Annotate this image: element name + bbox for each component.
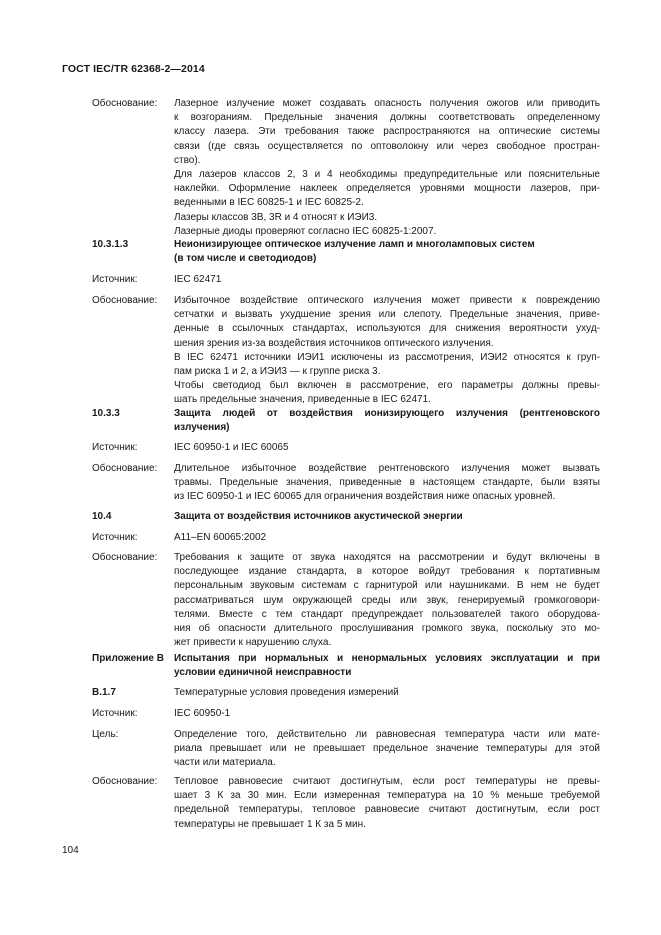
document-header: ГОСТ IEC/TR 62368-2—2014	[62, 63, 205, 75]
goal-text: Определение того, действительно ли равновесная температура части или мате- риала превышает или не превышает предельное значение температуры для этой части или материала.	[174, 729, 600, 769]
source-label: Источник:	[92, 708, 138, 719]
section-title: Неионизирующее оптическое излучение ламп и многоламповых систем (в том числе и светодиодов)	[174, 239, 535, 265]
page-number: 104	[62, 845, 79, 856]
rationale-text: Требования к защите от звука находятся на рассмотрении и будут включены в последующее издание стандарта, в которое войдут требования к портативным персональным звуковым системам с гарнитурой или наушниками. В нем не будет рассматриваться шум окружающей среды или звук, генерируемый громкоговори- телями. Вместе с тем стандарт предупреждает пользователей такого оборудова- ния об опасности длительного прослушивания громкого звука, поскольку это мо- жет привести к нарушению слуха.	[174, 552, 600, 649]
source-value: A11–EN 60065:2002	[174, 532, 267, 543]
rationale-label: Обоснование:	[92, 776, 158, 787]
section-title: Температурные условия проведения измерений	[174, 687, 399, 698]
rationale-label: Обоснование:	[92, 552, 158, 563]
source-value: IEC 60950-1 и IEC 60065	[174, 442, 289, 453]
source-label: Источник:	[92, 442, 138, 453]
rationale-text: Лазерное излучение может создавать опасность получения ожогов или приводить к возгораниям. Предельные значения должны соответствовать определенному классу лазера. Эти требования также распространяются на оптические системы связи (где связь осуществляется по оптоволокну или через свободное простран- ство). Для лазеров классов 2, 3 и 4 необходимы предупредительные или пояснительные наклейки. Оформление наклеек определяется уровнями мощности лазеров, при- веденными в IEC 60825-1 и IEC 60825-2. Лазеры классов 3В, 3R и 4 относят к ИЭИ3. Лазерные диоды проверяют согласно IEC 60825-1:2007.	[174, 98, 600, 237]
rationale-label: Обоснование:	[92, 295, 158, 306]
rationale-label: Обоснование:	[92, 98, 158, 109]
annex-label: Приложение В	[92, 653, 164, 664]
section-number: 10.3.3	[92, 408, 120, 419]
section-number: 10.3.1.3	[92, 239, 129, 250]
annex-title: Испытания при нормальных и ненормальных условиях эксплуатации и при условии единичной неисправности	[174, 653, 600, 679]
rationale-text: Длительное избыточное воздействие рентгеновского излучения может вызвать травмы. Предельные значения, приведенные в настоящем стандарте, были взяты из IEC 60950-1 и IEC 60065 для ограничения воздействия ниже опасных уровней.	[174, 463, 600, 503]
section-number: 10.4	[92, 511, 112, 522]
section-number: B.1.7	[92, 687, 116, 698]
source-value: IEC 60950-1	[174, 708, 231, 719]
goal-label: Цель:	[92, 729, 119, 740]
rationale-label: Обоснование:	[92, 463, 158, 474]
rationale-text: Тепловое равновесие считают достигнутым, если рост температуры не превы- шает 3 К за 30 мин. Если измеренная температура на 10 % меньше требуемой предельной температуры, тепловое равновесие считают достигнутым, если рост температуры не превышает 1 К за 5 мин.	[174, 776, 600, 830]
source-value: IEC 62471	[174, 274, 222, 285]
source-label: Источник:	[92, 274, 138, 285]
source-label: Источник:	[92, 532, 138, 543]
section-title: Защита от воздействия источников акустической энергии	[174, 511, 463, 522]
section-title: Защита людей от воздействия ионизирующего излучения (рентгеновского излучения)	[174, 408, 600, 434]
rationale-text: Избыточное воздействие оптического излучения может привести к повреждению сетчатки и вызвать ухудшение зрения или слепоту. Предельные значения, приве- денные в ссылочных стандартах, используются для снижения вероятности ухуд- шения зрения из-за воздействия источников оптического излучения. В IEC 62471 источники ИЭИ1 исключены из рассмотрения, ИЭИ2 относятся к груп- пам риска 1 и 2, а ИЭИ3 — к группе риска 3. Чтобы светодиод был включен в рассмотрение, его параметры должны превы- шать предельные значения, приведенные в IEC 62471.	[174, 295, 600, 406]
